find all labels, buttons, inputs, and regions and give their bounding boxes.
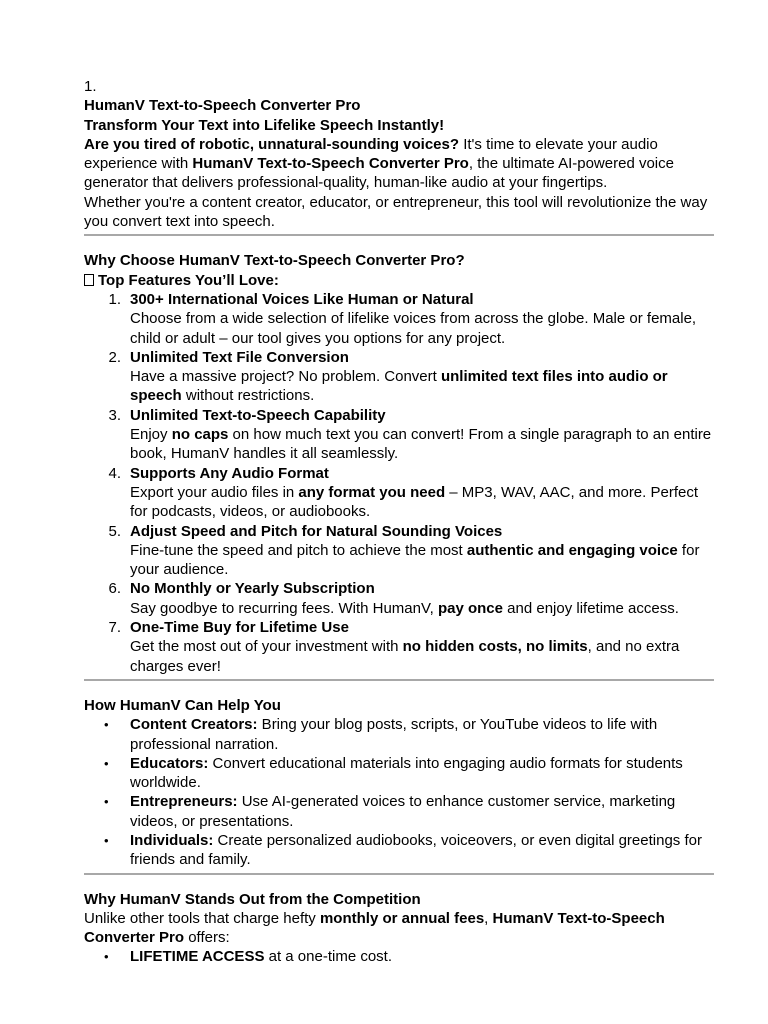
bullet-icon: •	[104, 794, 109, 810]
divider	[84, 679, 714, 681]
doc-subtitle: Transform Your Text into Lifelike Speech Instantly!	[84, 116, 445, 134]
missing-glyph-icon	[84, 274, 94, 286]
doc-title: HumanV Text-to-Speech Converter Pro	[84, 97, 361, 115]
list-number: 1.	[84, 78, 97, 95]
list-item: 6. No Monthly or Yearly Subscription Say goodbye to recurring fees. With HumanV, pay once and enjoy lifetime access.	[108, 580, 679, 617]
list-item: • Content Creators: Bring your blog posts, scripts, or YouTube videos to life with professional narration.	[104, 716, 658, 753]
intro-paragraph-2: Whether you're a content creator, educator, or entrepreneur, this tool will revolutionize the way you convert text into speech.	[84, 193, 708, 231]
help-list	[84, 715, 714, 869]
bullet-icon: •	[104, 755, 109, 771]
section-heading-compete: Why HumanV Stands Out from the Competition	[84, 890, 421, 908]
list-item: 7. One-Time Buy for Lifetime Use Get the most out of your investment with no hidden costs, no limits, and no extra charges ever!	[108, 619, 680, 675]
document-page	[84, 77, 714, 967]
list-item: • LIFETIME ACCESS at a one-time cost.	[104, 948, 393, 966]
list-item: 2. Unlimited Text File Conversion Have a massive project? No problem. Convert unlimited text files into audio or speech without restrictions.	[108, 348, 668, 405]
divider	[84, 873, 714, 875]
list-item: 3. Unlimited Text-to-Speech Capability Enjoy no caps on how much text you can convert! From a single paragraph to an entire book, HumanV handles it all seamlessly.	[108, 406, 712, 463]
features-heading: Top Features You’ll Love:	[84, 271, 714, 290]
list-item: • Educators: Convert educational materials into engaging audio formats for students worldwide.	[104, 754, 683, 792]
list-item: 1. 300+ International Voices Like Human or Natural Choose from a wide selection of lifelike voices from across the globe. Male or female, child or adult – our tool gives you options for any project.	[108, 290, 697, 347]
intro-paragraph: Are you tired of robotic, unnatural-sounding voices? It's time to elevate your audio experience with HumanV Text-to-Speech Converter Pro, the ultimate AI-powered voice generator that delivers professional-quality, human-like audio at your fingertips.	[84, 135, 674, 192]
compete-paragraph: Unlike other tools that charge hefty monthly or annual fees, HumanV Text-to-Speech Converter Pro offers:	[84, 909, 665, 947]
list-item: • Entrepreneurs: Use AI-generated voices to enhance customer service, marketing videos, or presentations.	[104, 793, 676, 830]
list-item: 4. Supports Any Audio Format Export your audio files in any format you need – MP3, WAV, AAC, and more. Perfect for podcasts, videos, or audiobooks.	[108, 464, 699, 521]
bullet-icon: •	[104, 717, 109, 733]
bullet-icon: •	[104, 832, 109, 848]
compete-list	[84, 947, 714, 966]
divider	[84, 234, 714, 236]
features-list	[84, 290, 714, 676]
section-heading-why: Why Choose HumanV Text-to-Speech Converter Pro?	[84, 252, 465, 270]
list-item: • Individuals: Create personalized audiobooks, voiceovers, or even digital greetings for friends and family.	[104, 831, 702, 869]
list-item: 5. Adjust Speed and Pitch for Natural Sounding Voices Fine-tune the speed and pitch to achieve the most authentic and engaging voice for your audience.	[108, 522, 700, 579]
section-heading-help: How HumanV Can Help You	[84, 696, 281, 714]
bullet-icon: •	[104, 949, 109, 965]
